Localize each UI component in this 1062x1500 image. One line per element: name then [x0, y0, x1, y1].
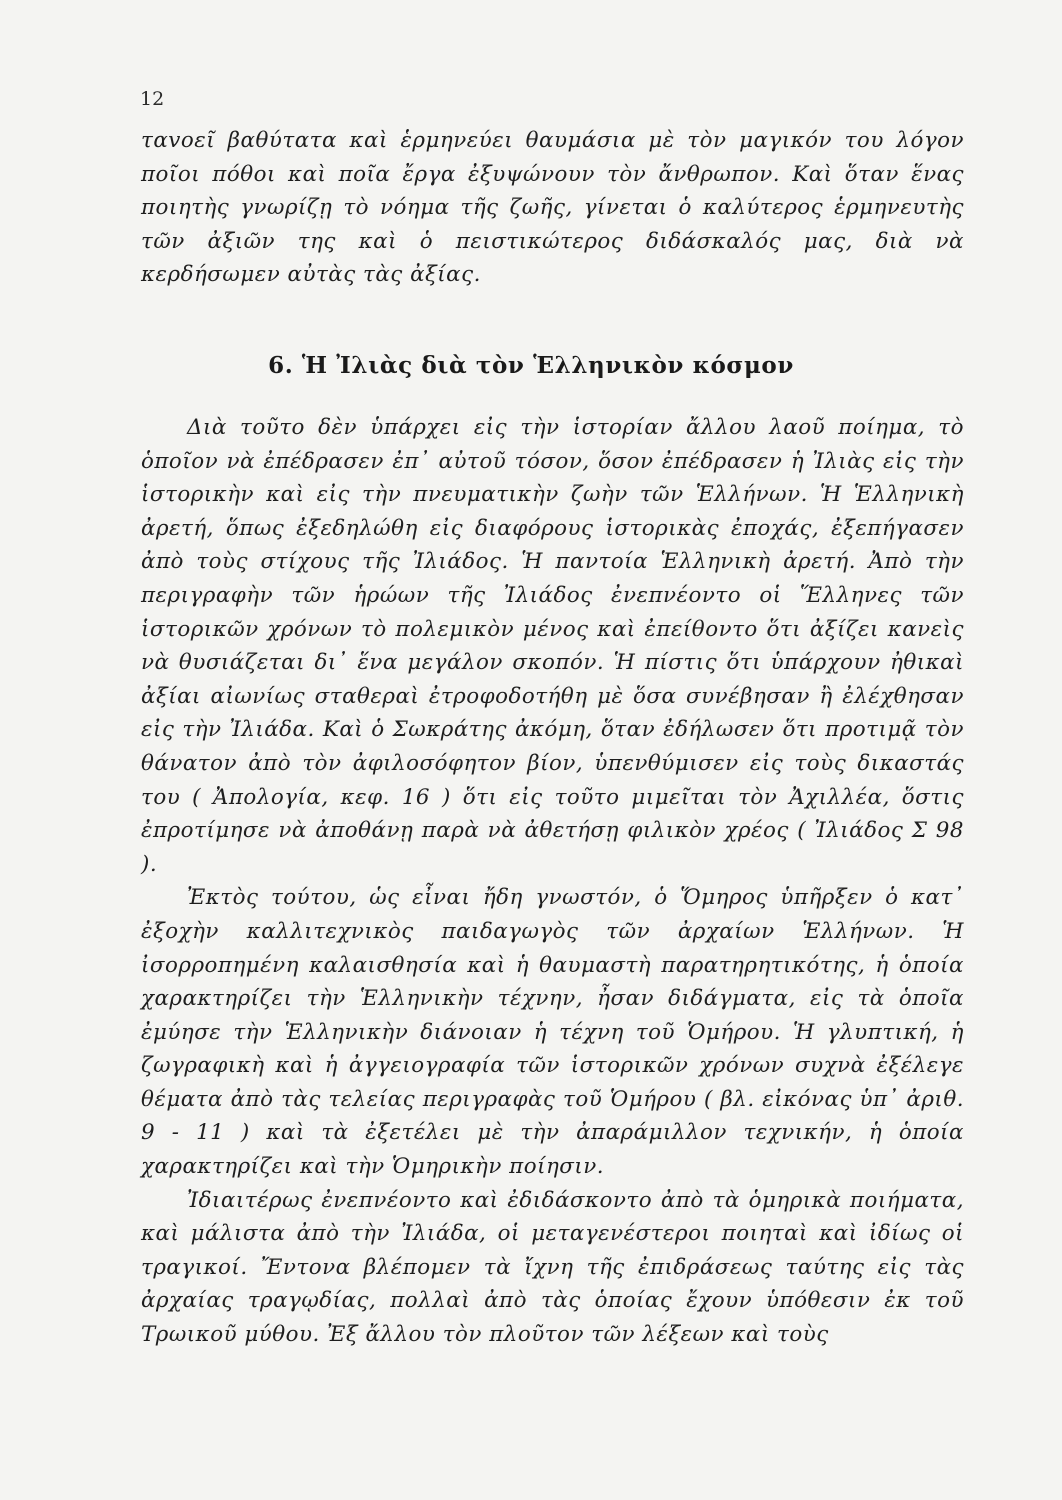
page-number: 12 — [140, 88, 165, 110]
section-heading: 6. Ἡ Ἰλιὰς διὰ τὸν Ἑλληνικὸν κόσμον — [268, 352, 794, 379]
body-paragraph-3: Ἰδιαιτέρως ἐνεπνέοντο καὶ ἐδιδάσκοντο ἀπὸ τὰ ὁμηρικὰ ποιήματα, καὶ μάλιστα ἀπὸ τὴν Ἰλιάδα, οἱ μεταγενέστεροι ποιηταὶ καὶ ἰδίως οἱ τραγικοί. Ἔντονα βλέπομεν τὰ ἴχνη τῆς ἐπιδράσεως ταύτης εἰς τὰς ἀρχαίας τραγῳδίας, πολλαὶ ἀπὸ τὰς ὁποίας ἔχουν ὑπόθεσιν ἐκ τοῦ Τρωικοῦ μύθου. Ἐξ ἄλλου τὸν πλοῦτον τῶν λέξεων καὶ τοὺς — [141, 1187, 964, 1348]
intro-paragraph: ταvοεῖ βαθύτατα καὶ ἑρμηνεύει θαυμάσια μὲ τὸν μαγικόν του λόγον ποῖοι πόθοι καὶ ποῖα ἔργα ἐξυψώνουν τὸν ἄνθρωπον. Καὶ ὅταν ἕνας ποιητὴς γνωρίζῃ τὸ νόημα τῆς ζωῆς, γίνεται ὁ καλύτερος ἑρμηνευτὴς τῶν ἀξιῶν της καὶ ὁ πειστικώτερος διδάσκαλός μας, διὰ νὰ κερδήσωμεν αὐτὰς τὰς ἀξίας. — [141, 128, 964, 288]
section-body — [141, 411, 964, 1352]
body-paragraph-1: Διὰ τοῦτο δὲν ὑπάρχει εἰς τὴν ἱστορίαν ἄλλου λαοῦ ποίημα, τὸ ὁποῖον νὰ ἐπέδρασεν ἐπ᾽ αὐτοῦ τόσον, ὅσον ἐπέδρασεν ἡ Ἰλιὰς εἰς τὴν ἱστορικὴν καὶ εἰς τὴν πνευματικὴν ζωὴν τῶν Ἑλλήνων. Ἡ Ἑλληνικὴ ἀρετή, ὅπως ἐξεδηλώθη εἰς διαφόρους ἱστορικὰς ἐποχάς, ἐξεπήγασεν ἀπὸ τοὺς στίχους τῆς Ἰλιάδος. Ἡ παντοία Ἑλληνικὴ ἀρετή. Ἀπὸ τὴν περιγραφὴν τῶν ἡρώων τῆς Ἰλιάδος ἐνεπνέοντο οἱ Ἕλληνες τῶν ἱστορικῶν χρόνων τὸ πολεμικὸν μένος καὶ ἐπείθοντο ὅτι ἀξίζει κανεὶς νὰ θυσιάζεται δι᾽ ἕνα μεγάλον σκοπόν. Ἡ πίστις ὅτι ὑπάρχουν ἠθικαὶ ἀξίαι αἰωνίως σταθεραὶ ἐτροφοδοτήθη μὲ ὅσα συνέβησαν ἢ ἐλέχθησαν εἰς τὴν Ἰλιάδα. Καὶ ὁ Σωκράτης ἀκόμη, ὅταν ἐδήλωσεν ὅτι προτιμᾷ τὸν θάνατον ἀπὸ τὸν ἀφιλοσόφητον βίον, ὑπενθύμισεν εἰς τοὺς δικαστάς του ( Ἀπολογία, κεφ. 16 ) ὅτι εἰς τοῦτο μιμεῖται τὸν Ἀχιλλέα, ὅστις ἐπροτίμησε νὰ ἀποθάνῃ παρὰ νὰ ἀθετήσῃ φιλικὸν χρέος ( Ἰλιάδος Σ 98 ). — [141, 415, 964, 877]
body-paragraph-2: Ἐκτὸς τούτου, ὡς εἶναι ἤδη γνωστόν, ὁ Ὅμηρος ὑπῆρξεν ὁ κατ᾽ ἐξοχὴν καλλιτεχνικὸς παιδαγωγὸς τῶν ἀρχαίων Ἑλλήνων. Ἡ ἰσορροπημένη καλαισθησία καὶ ἡ θαυμαστὴ παρατηρητικότης, ἡ ὁποία χαρακτηρίζει τὴν Ἑλληνικὴν τέχνην, ἦσαν διδάγματα, εἰς τὰ ὁποῖα ἐμύησε τὴν Ἑλληνικὴν διάνοιαν ἡ τέχνη τοῦ Ὁμήρου. Ἡ γλυπτική, ἡ ζωγραφικὴ καὶ ἡ ἀγγειογραφία τῶν ἱστορικῶν χρόνων συχνὰ ἐξέλεγε θέματα ἀπὸ τὰς τελείας περιγραφὰς τοῦ Ὁμήρου ( βλ. εἰκόνας ὑπ᾽ ἀριθ. 9 - 11 ) καὶ τὰ ἐξετέλει μὲ τὴν ἀπαράμιλλον τεχνικήν, ἡ ὁποία χαρακτηρίζει καὶ τὴν Ὁμηρικὴν ποίησιν. — [141, 885, 964, 1180]
intro-text-block — [141, 124, 964, 292]
